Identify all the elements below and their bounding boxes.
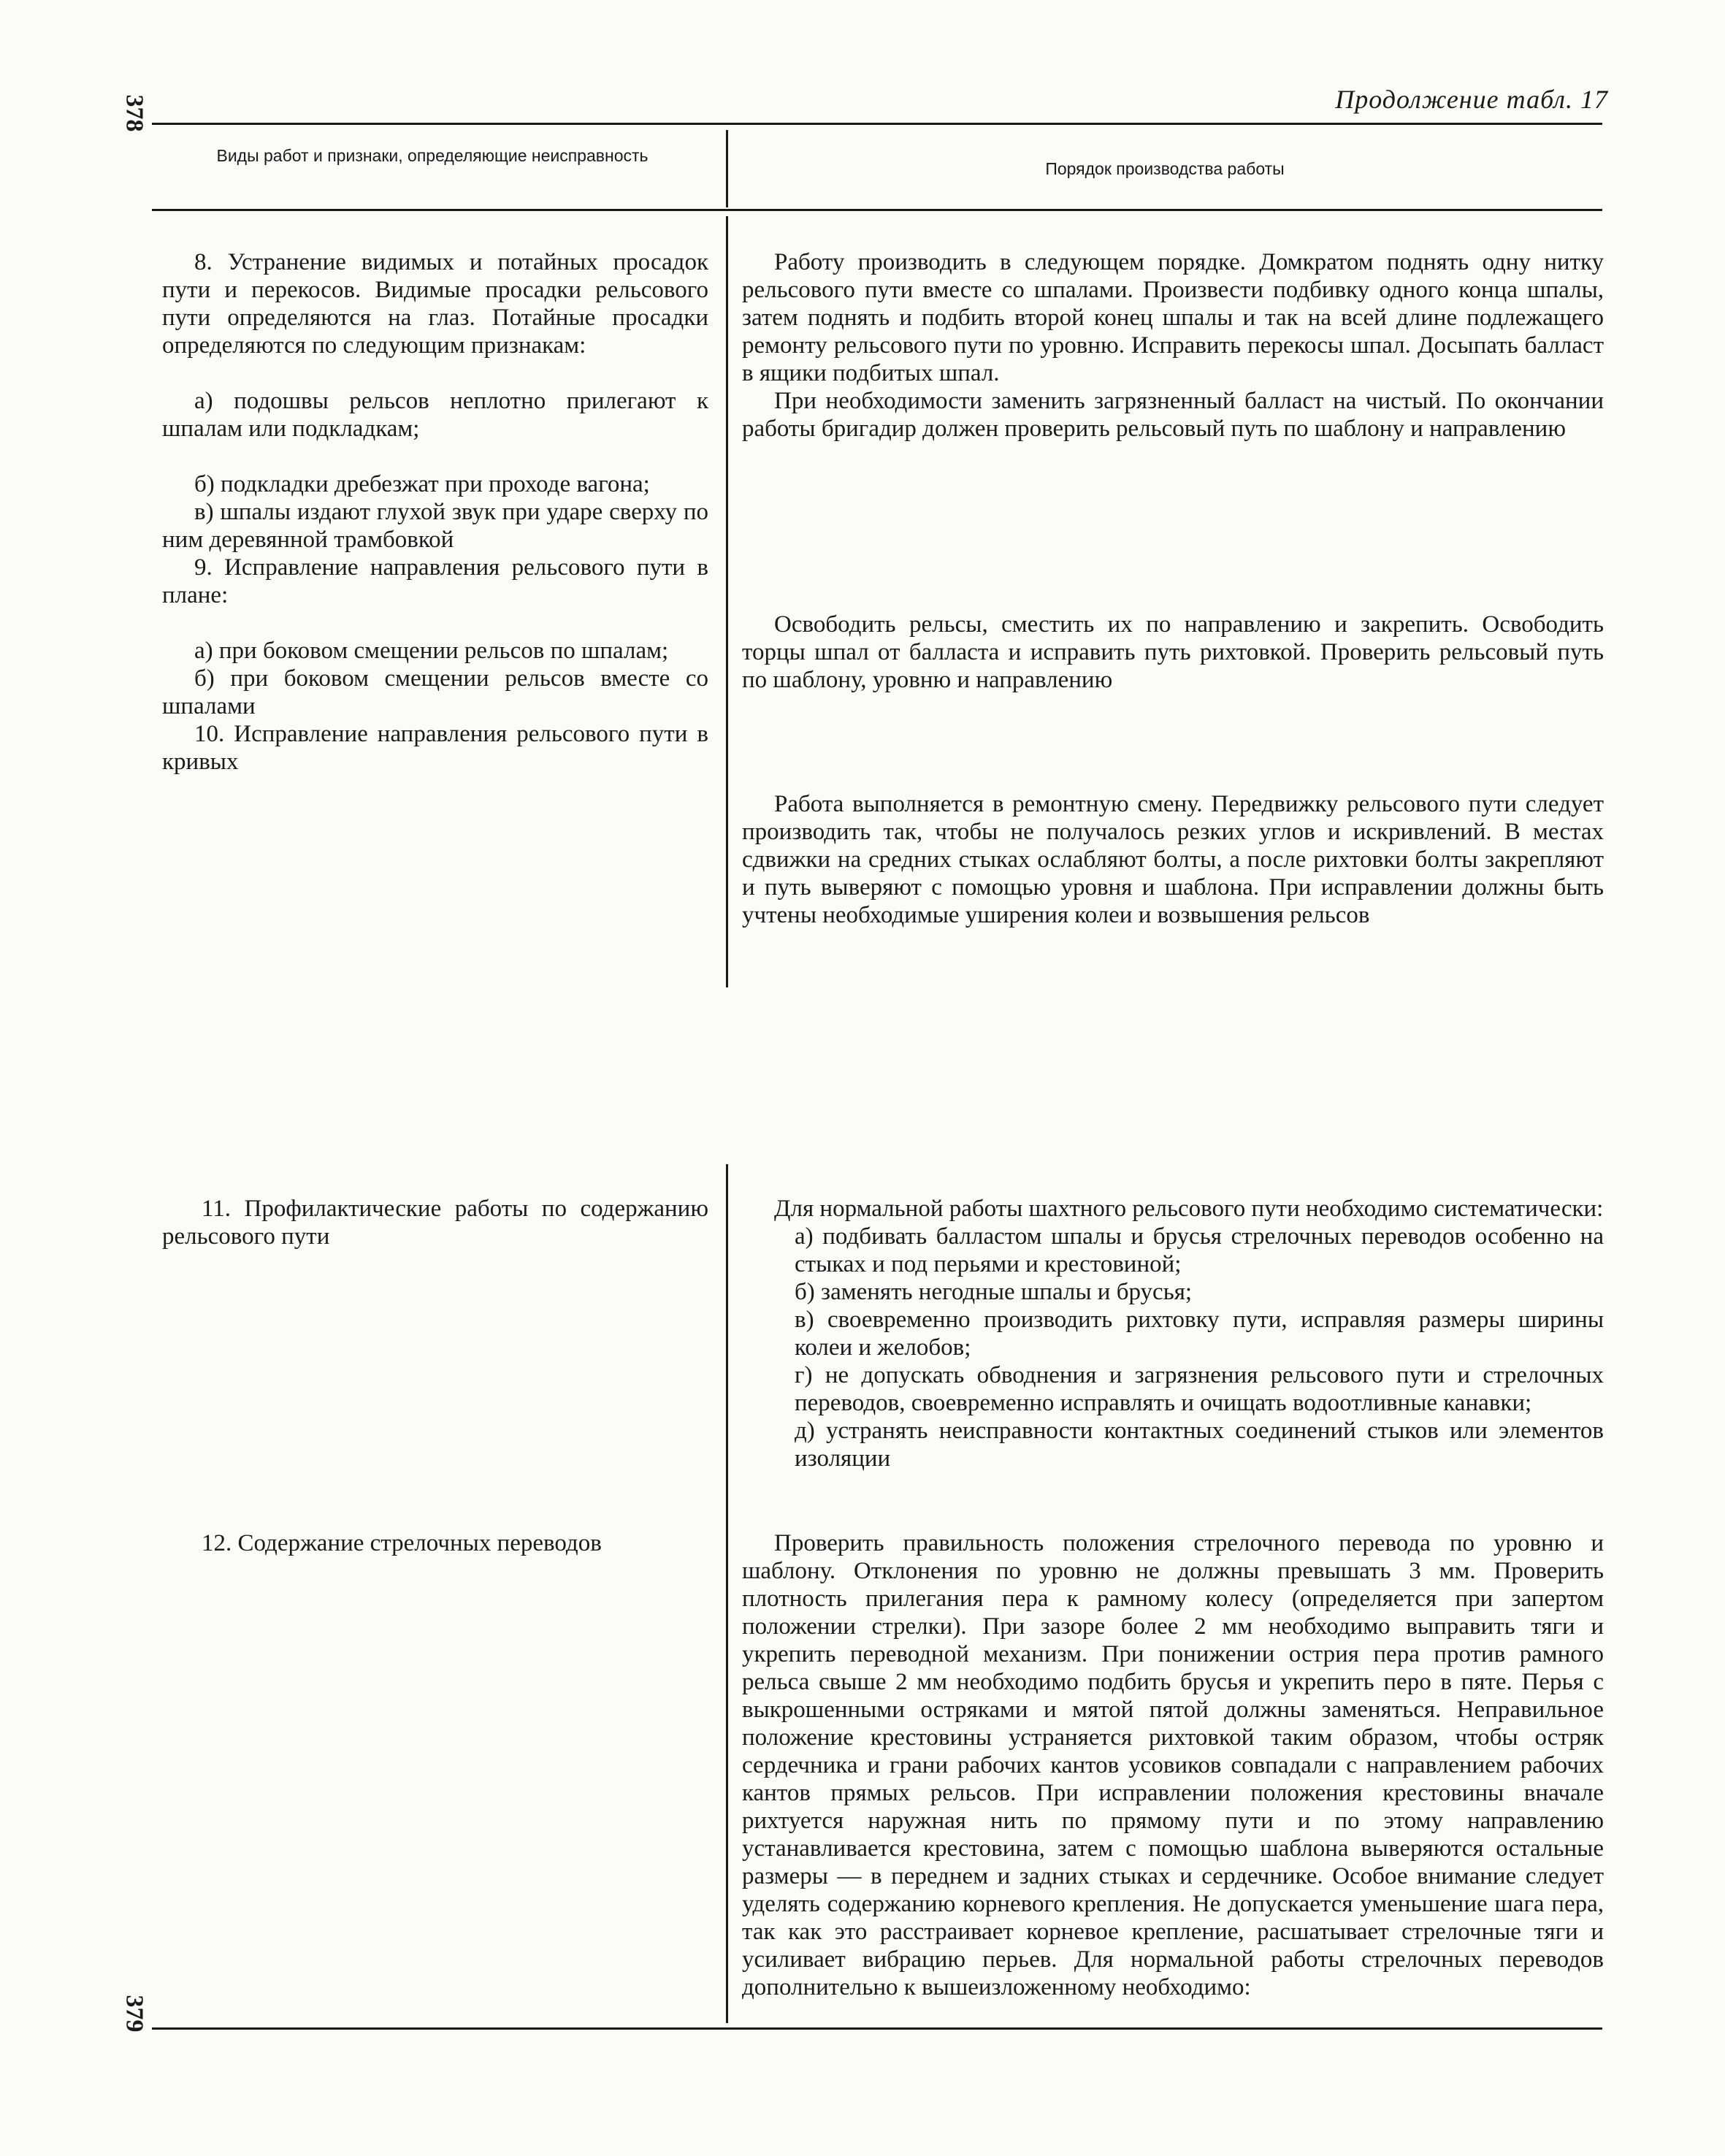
item-8c-text: в) шпалы издают глухой звук при ударе сверху по ним деревянной трамбовкой <box>162 499 708 553</box>
item-11-label: 11. Профилактические работы по содержанию рельсового пути <box>162 1196 708 1250</box>
item-11-list-a: а) подбивать балластом шпалы и брусья стрелочных переводов особенно на стыках и под перьями и крестовиной; <box>795 1223 1604 1277</box>
column-separator-2 <box>726 1164 728 2023</box>
item-11-list-b: б) заменять негодные шпалы и брусья; <box>795 1279 1193 1305</box>
item-12-label: 12. Содержание стрелочных переводов <box>202 1530 602 1556</box>
section2-right <box>742 1195 1604 1472</box>
item-8-procedure-cont: При необходимости заменить загрязненный балласт на чистый. По окончании работы бригадир должен проверить рельсовый путь по шаблону и направлению <box>742 388 1604 442</box>
page-number-top: 378 <box>121 94 148 132</box>
item-11-list-e: д) устранять неисправности контактных соединений стыков или элементов изоляции <box>795 1418 1604 1472</box>
item-12-procedure: Проверить правильность положения стрелочного перевода по уровню и шаблону. Отклонения по уровню не должны превышать 3 мм. Проверить плотность прилегания пера к рамному колесу (определяется при запертом положении стрелки). При зазоре более 2 мм необходимо выправить тяги и укрепить переводной механизм. При понижении острия пера против рамного рельса свыше 2 мм необходимо подбить брусья и укрепить перо в пяте. Перья с выкрошенными остряками и мятой пятой должны заменяться. Неправильное положение крестовины устраняется рихтовкой таким образом, чтобы остряк сердечника и грани рабочих кантов усовиков совпадали с направлением рабочих кантов прямых рельсов. При исправлении положения крестовины вначале рихтуется наружная нить по прямому пути и по этому направлению устанавливается крестовина, затем с помощью шаблона выверяются остальные размеры — в переднем и задних стыках и сердечнике. Особое внимание следует уделять содержанию корневого крепления. Не допускается уменьшение шага пера, так как это расстраивает корневое крепление, расшатывает стрелочные тяги и усиливает вибрацию перьев. Для нормальной работы стрелочных переводов дополнительно к вышеизложенному необходимо: <box>742 1530 1604 2000</box>
section1-right-a <box>742 248 1604 443</box>
item-11-list-c: в) своевременно производить рихтовку пути, исправляя размеры ширины колеи и желобов; <box>795 1307 1604 1361</box>
item-9-procedure: Освободить рельсы, сместить их по направлению и закрепить. Освободить торцы шпал от балласта и исправить путь рихтовкой. Проверить рельсовый путь по шаблону, уровню и направлению <box>742 611 1604 693</box>
column-separator-1 <box>726 216 728 987</box>
section1-right-b <box>742 611 1604 694</box>
item-8b-text: б) подкладки дребезжат при проходе вагона; <box>194 471 650 497</box>
header-col-right: Порядок производства работы <box>1045 159 1285 178</box>
item-11-list-d: г) не допускать обводнения и загрязнения рельсового пути и стрелочных переводов, своевременно исправлять и очищать водоотливные канавки; <box>795 1362 1604 1416</box>
item-9-text: 9. Исправление направления рельсового пути в плане: <box>162 554 708 608</box>
section1-left <box>162 248 708 776</box>
item-10-procedure: Работа выполняется в ремонтную смену. Передвижку рельсового пути следует производить так, чтобы не получалось резких углов и искривлений. В местах сдвижки на средних стыках ослабляют болты, а после рихтовки болты закрепляют и путь выверяют с помощью уровня и шаблона. При исправлении должны быть учтены необходимые уширения колеи и возвышения рельсов <box>742 791 1604 928</box>
item-8-text: 8. Устранение видимых и потайных просадок пути и перекосов. Видимые просадки рельсового пути определяются на глаз. Потайные просадки определяются по следующим признакам: <box>162 249 708 359</box>
header-bottom-rule <box>152 209 1602 211</box>
table-caption: Продолжение табл. 17 <box>1335 85 1608 114</box>
header-col-left: Виды работ и признаки, определяющие неисправность <box>216 146 649 165</box>
page-number-bottom: 379 <box>121 1995 148 2033</box>
header-top-rule <box>152 123 1602 125</box>
page-bottom-rule <box>152 2027 1602 2030</box>
section1-right-c <box>742 790 1604 929</box>
item-8a-text: а) подошвы рельсов неплотно прилегают к шпалам или подкладкам; <box>162 388 708 442</box>
column-separator-header <box>726 130 728 207</box>
item-8-procedure: Работу производить в следующем порядке. Домкратом поднять одну нитку рельсового пути вместе со шпалами. Произвести подбивку одного конца шпалы, затем поднять и подбить второй конец шпалы и так на всей длине подлежащего ремонту рельсового пути по уровню. Исправить перекосы шпал. Досыпать балласт в ящики подбитых шпал. <box>742 249 1604 386</box>
item-11-intro: Для нормальной работы шахтного рельсового пути необходимо систематически: <box>774 1196 1604 1222</box>
item-10-text: 10. Исправление направления рельсового пути в кривых <box>162 721 708 775</box>
item-9b-text: б) при боковом смещении рельсов вместе со шпалами <box>162 665 708 719</box>
item-9a-text: а) при боковом смещении рельсов по шпалам; <box>194 638 669 664</box>
